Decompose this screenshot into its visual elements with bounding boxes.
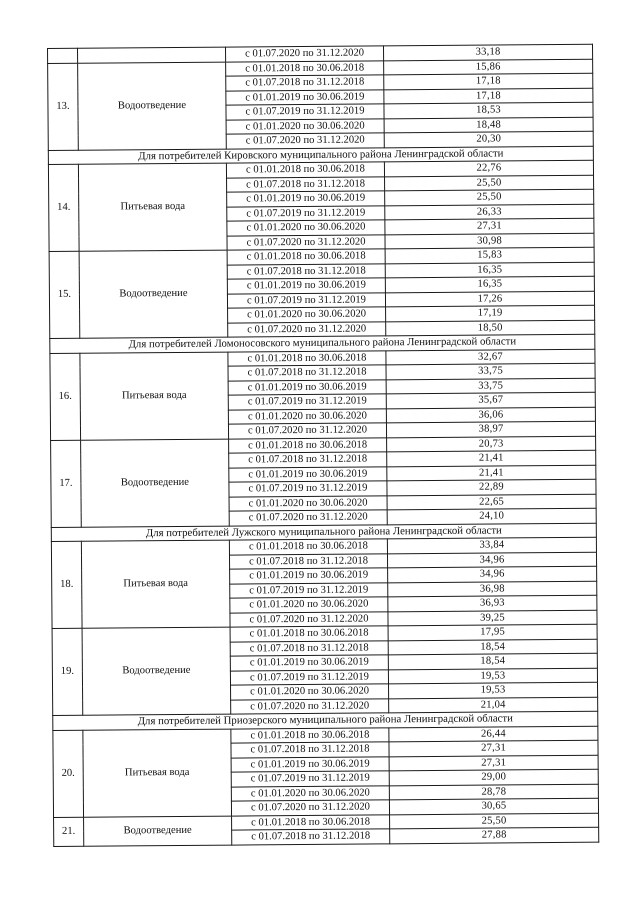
period-cell: с 01.01.2019 по 30.06.2019 [229,466,387,482]
row-number: 20. [53,730,84,817]
period-cell: с 01.07.2018 по 31.12.2018 [228,365,386,381]
service-name: Водоотведение [81,439,230,527]
service-name [78,47,226,63]
service-name: Водоотведение [84,816,232,846]
period-cell: с 01.07.2020 по 31.12.2020 [230,611,388,627]
period-cell: с 01.01.2020 по 30.06.2020 [228,307,386,323]
row-number: 17. [51,440,82,527]
period-cell: с 01.07.2020 по 31.12.2020 [229,510,387,526]
tariff-value-cell: 15,83 [385,247,594,263]
period-cell: с 01.01.2020 по 30.06.2020 [227,220,385,236]
tariff-value-cell: 18,48 [384,117,593,133]
service-name: Водоотведение [82,627,231,715]
tariff-value-cell: 27,31 [385,218,594,234]
tariff-value-cell: 22,89 [387,479,596,495]
period-cell: с 01.01.2019 по 30.06.2019 [227,278,385,294]
section-title: Для потребителей Ломоносовского муниципального района Ленинградской области [50,334,595,353]
tariff-value-cell: 28,78 [389,784,598,800]
row-number: 18. [51,541,82,628]
period-cell: с 01.07.2018 по 31.12.2018 [226,75,384,91]
period-cell: с 01.07.2020 по 31.12.2020 [228,321,386,337]
tariff-value-cell: 25,50 [390,813,599,829]
period-cell: с 01.01.2018 по 30.06.2018 [226,162,384,178]
tariff-value-cell: 17,19 [386,305,595,321]
tariff-value-cell: 25,50 [385,175,594,191]
period-cell: с 01.01.2019 по 30.06.2019 [227,191,385,207]
tariff-value-cell: 19,53 [389,682,598,698]
row-number: 14. [48,164,79,251]
period-cell: с 01.01.2018 по 30.06.2018 [230,626,388,642]
tariff-value-cell: 20,30 [384,131,593,147]
period-cell: с 01.01.2019 по 30.06.2019 [231,756,389,772]
tariff-value-cell: 26,33 [385,204,594,220]
period-cell: с 01.01.2018 по 30.06.2018 [231,727,389,743]
row-number: 13. [48,63,79,150]
period-cell: с 01.01.2018 по 30.06.2018 [229,437,387,453]
service-name: Питьевая вода [81,540,230,628]
section-title: Для потребителей Приозерского муниципального района Ленинградской области [53,711,598,730]
tariff-value-cell: 16,35 [385,276,594,292]
period-cell: с 01.07.2020 по 31.12.2020 [231,698,389,714]
tariff-value-cell: 27,31 [389,755,598,771]
service-name: Питьевая вода [78,163,227,251]
period-cell: с 01.01.2019 по 30.06.2019 [228,379,386,395]
period-cell: с 01.01.2019 по 30.06.2019 [230,568,388,584]
tariff-value-cell: 33,75 [386,363,595,379]
tariff-table-body [48,44,599,846]
section-title: Для потребителей Кировского муниципального района Ленинградской области [48,146,593,165]
period-cell: с 01.01.2018 по 30.06.2018 [229,539,387,555]
period-cell: с 01.07.2019 по 31.12.2019 [230,582,388,598]
service-name: Питьевая вода [83,729,232,817]
period-cell: с 01.07.2019 по 31.12.2019 [228,394,386,410]
row-number: 15. [49,251,80,338]
row-number: 16. [50,353,81,440]
period-cell: с 01.07.2020 по 31.12.2020 [231,800,389,816]
tariff-value-cell: 22,65 [387,494,596,510]
period-cell: с 01.01.2018 по 30.06.2018 [227,249,385,265]
tariff-value-cell: 17,18 [384,73,593,89]
tariff-value-cell: 38,97 [386,421,595,437]
service-name: Питьевая вода [80,352,229,440]
tariff-value-cell: 36,93 [388,595,597,611]
tariff-value-cell: 18,50 [386,320,595,336]
tariff-value-cell: 18,54 [388,653,597,669]
tariff-value-cell: 25,50 [385,189,594,205]
tariff-value-cell: 39,25 [388,610,597,626]
tariff-value-cell: 15,86 [384,59,593,75]
tariff-value-cell: 34,96 [387,552,596,568]
period-cell: с 01.01.2020 по 30.06.2020 [228,408,386,424]
period-cell: с 01.07.2019 по 31.12.2019 [230,669,388,685]
period-cell: с 01.07.2018 по 31.12.2018 [230,640,388,656]
period-cell: с 01.07.2018 по 31.12.2018 [229,553,387,569]
period-cell: с 01.01.2019 по 30.06.2019 [230,655,388,671]
tariff-table [47,44,599,847]
period-cell: с 01.07.2018 по 31.12.2018 [229,452,387,468]
document-page [47,44,598,847]
row-number [48,48,78,63]
tariff-value-cell: 36,98 [388,581,597,597]
section-title: Для потребителей Лужского муниципального района Ленинградской области [51,523,596,542]
period-cell: с 01.07.2018 по 31.12.2018 [231,742,389,758]
period-cell: с 01.07.2018 по 31.12.2018 [227,176,385,192]
tariff-value-cell: 16,35 [385,262,594,278]
tariff-value-cell: 27,31 [389,740,598,756]
period-cell: с 01.01.2020 по 30.06.2020 [226,118,384,134]
period-cell: с 01.07.2019 по 31.12.2019 [231,771,389,787]
tariff-value-cell: 21,41 [387,465,596,481]
period-cell: с 01.07.2020 по 31.12.2020 [225,46,383,62]
tariff-value-cell: 27,88 [390,827,599,843]
row-number: 19. [52,628,83,715]
period-cell: с 01.01.2018 по 30.06.2018 [232,814,390,830]
tariff-value-cell: 17,18 [384,88,593,104]
tariff-value-cell: 17,95 [388,624,597,640]
tariff-value-cell: 30,65 [389,798,598,814]
period-cell: с 01.01.2018 по 30.06.2018 [226,60,384,76]
tariff-value-cell: 34,96 [388,566,597,582]
period-cell: с 01.07.2019 по 31.12.2019 [227,205,385,221]
period-cell: с 01.07.2019 по 31.12.2019 [229,481,387,497]
service-name: Водоотведение [78,62,227,150]
period-cell: с 01.07.2020 по 31.12.2020 [226,133,384,149]
tariff-value-cell: 17,26 [385,291,594,307]
tariff-value-cell: 19,53 [388,668,597,684]
period-cell: с 01.01.2020 по 30.06.2020 [231,684,389,700]
period-cell: с 01.01.2020 по 30.06.2020 [231,785,389,801]
tariff-value-cell: 30,98 [385,233,594,249]
period-cell: с 01.01.2019 по 30.06.2019 [226,89,384,105]
period-cell: с 01.07.2018 по 31.12.2018 [232,829,390,845]
service-name: Водоотведение [79,250,228,338]
period-cell: с 01.07.2019 по 31.12.2019 [227,292,385,308]
row-number: 21. [54,817,84,846]
tariff-value-cell: 32,67 [386,349,595,365]
tariff-value-cell: 21,41 [387,450,596,466]
tariff-value-cell: 29,00 [389,769,598,785]
period-cell: с 01.01.2018 по 30.06.2018 [228,350,386,366]
tariff-value-cell: 18,54 [388,639,597,655]
tariff-value-cell: 18,53 [384,102,593,118]
tariff-value-cell: 24,10 [387,508,596,524]
tariff-value-cell: 20,73 [387,436,596,452]
tariff-value-cell: 22,76 [384,160,593,176]
period-cell: с 01.07.2019 по 31.12.2019 [226,104,384,120]
tariff-value-cell: 36,06 [386,407,595,423]
tariff-value-cell: 21,04 [389,697,598,713]
tariff-value-cell: 33,75 [386,378,595,394]
tariff-value-cell: 35,67 [386,392,595,408]
tariff-value-cell: 26,44 [389,726,598,742]
period-cell: с 01.07.2020 по 31.12.2020 [228,423,386,439]
tariff-value-cell: 33,84 [387,537,596,553]
tariff-value-cell: 33,18 [383,44,592,60]
period-cell: с 01.01.2020 по 30.06.2020 [229,495,387,511]
period-cell: с 01.07.2018 по 31.12.2018 [227,263,385,279]
period-cell: с 01.01.2020 по 30.06.2020 [230,597,388,613]
period-cell: с 01.07.2020 по 31.12.2020 [227,234,385,250]
